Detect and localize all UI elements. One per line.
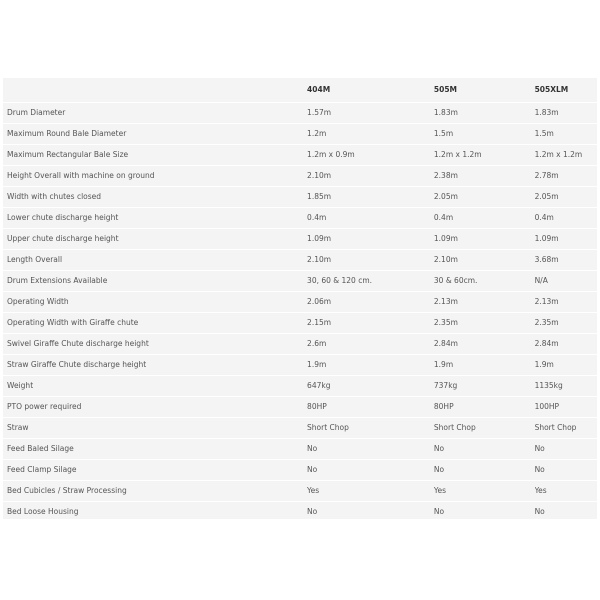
spec-value-505xlm: 1.2m x 1.2m: [535, 145, 597, 166]
table-row: [3, 208, 597, 229]
spec-value-505xlm: N/A: [535, 271, 597, 292]
spec-value-404m: 0.4m: [307, 208, 434, 229]
table-row: [3, 292, 597, 313]
spec-value-505xlm: No: [535, 439, 597, 460]
spec-value-404m: 1.9m: [307, 355, 434, 376]
spec-label: Straw: [3, 418, 307, 439]
table-header-row: [3, 78, 597, 103]
spec-value-505xlm: 2.35m: [535, 313, 597, 334]
table-row: [3, 397, 597, 418]
spec-value-505xlm: Short Chop: [535, 418, 597, 439]
spec-label: Drum Diameter: [3, 103, 307, 124]
spec-value-404m: No: [307, 460, 434, 481]
spec-value-404m: 2.06m: [307, 292, 434, 313]
spec-value-505m: 1.9m: [434, 355, 535, 376]
spec-value-505m: 2.05m: [434, 187, 535, 208]
table-row: [3, 145, 597, 166]
spec-value-505xlm: 1.83m: [535, 103, 597, 124]
table-row: [3, 439, 597, 460]
spec-value-505xlm: No: [535, 460, 597, 481]
spec-value-505m: 2.10m: [434, 250, 535, 271]
spec-label: Feed Clamp Silage: [3, 460, 307, 481]
spec-value-505m: 737kg: [434, 376, 535, 397]
spec-value-505m: 80HP: [434, 397, 535, 418]
spec-label: Upper chute discharge height: [3, 229, 307, 250]
spec-value-505m: 30 & 60cm.: [434, 271, 535, 292]
spec-label: Drum Extensions Available: [3, 271, 307, 292]
spec-value-505m: No: [434, 439, 535, 460]
spec-value-505xlm: 2.05m: [535, 187, 597, 208]
spec-value-505xlm: 3.68m: [535, 250, 597, 271]
spec-label: Lower chute discharge height: [3, 208, 307, 229]
spec-value-404m: 1.85m: [307, 187, 434, 208]
spec-value-404m: Yes: [307, 481, 434, 502]
spec-value-404m: 1.09m: [307, 229, 434, 250]
spec-value-505m: Short Chop: [434, 418, 535, 439]
spec-value-404m: No: [307, 439, 434, 460]
model-header-404m: 404M: [307, 78, 434, 103]
spec-value-505xlm: 1.9m: [535, 355, 597, 376]
table-row: [3, 166, 597, 187]
table-row: [3, 124, 597, 145]
spec-label: Height Overall with machine on ground: [3, 166, 307, 187]
table-row: [3, 334, 597, 355]
spec-value-404m: 2.10m: [307, 250, 434, 271]
spec-value-404m: No: [307, 502, 434, 523]
spec-value-505m: 1.09m: [434, 229, 535, 250]
spec-value-505m: No: [434, 460, 535, 481]
spec-value-505xlm: No: [535, 502, 597, 523]
spec-value-404m: 2.10m: [307, 166, 434, 187]
spec-table: [3, 78, 597, 523]
spec-value-404m: 30, 60 & 120 cm.: [307, 271, 434, 292]
spec-value-404m: 2.15m: [307, 313, 434, 334]
header-label-cell: [3, 78, 307, 103]
table-row: [3, 376, 597, 397]
table-row: [3, 103, 597, 124]
spec-value-505m: 0.4m: [434, 208, 535, 229]
spec-value-505m: 2.38m: [434, 166, 535, 187]
spec-value-505xlm: 1.5m: [535, 124, 597, 145]
spec-value-505xlm: 2.78m: [535, 166, 597, 187]
spec-value-505m: 1.2m x 1.2m: [434, 145, 535, 166]
spec-value-404m: 1.57m: [307, 103, 434, 124]
spec-value-505m: Yes: [434, 481, 535, 502]
spec-value-404m: 2.6m: [307, 334, 434, 355]
spec-value-404m: 80HP: [307, 397, 434, 418]
table-row: [3, 502, 597, 523]
spec-label: Feed Baled Silage: [3, 439, 307, 460]
spec-label: Operating Width: [3, 292, 307, 313]
spec-value-505xlm: Yes: [535, 481, 597, 502]
spec-value-404m: Short Chop: [307, 418, 434, 439]
spec-value-505xlm: 1135kg: [535, 376, 597, 397]
spec-label: Operating Width with Giraffe chute: [3, 313, 307, 334]
spec-value-505m: 2.35m: [434, 313, 535, 334]
spec-label: Straw Giraffe Chute discharge height: [3, 355, 307, 376]
spec-value-505m: No: [434, 502, 535, 523]
spec-value-404m: 1.2m x 0.9m: [307, 145, 434, 166]
table-row: [3, 187, 597, 208]
spec-label: Maximum Rectangular Bale Size: [3, 145, 307, 166]
spec-label: Bed Cubicles / Straw Processing: [3, 481, 307, 502]
table-row: [3, 229, 597, 250]
table-row: [3, 250, 597, 271]
model-header-505m: 505M: [434, 78, 535, 103]
spec-label: Swivel Giraffe Chute discharge height: [3, 334, 307, 355]
spec-panel: [3, 78, 597, 519]
spec-value-505xlm: 1.09m: [535, 229, 597, 250]
spec-value-505xlm: 2.84m: [535, 334, 597, 355]
spec-value-404m: 647kg: [307, 376, 434, 397]
spec-label: Length Overall: [3, 250, 307, 271]
spec-value-505xlm: 2.13m: [535, 292, 597, 313]
spec-value-505m: 1.5m: [434, 124, 535, 145]
spec-value-505m: 2.13m: [434, 292, 535, 313]
spec-value-505xlm: 100HP: [535, 397, 597, 418]
spec-label: PTO power required: [3, 397, 307, 418]
model-header-505xlm: 505XLM: [535, 78, 597, 103]
spec-label: Bed Loose Housing: [3, 502, 307, 523]
spec-value-505m: 2.84m: [434, 334, 535, 355]
spec-value-404m: 1.2m: [307, 124, 434, 145]
spec-label: Maximum Round Bale Diameter: [3, 124, 307, 145]
spec-value-505xlm: 0.4m: [535, 208, 597, 229]
table-row: [3, 271, 597, 292]
table-row: [3, 481, 597, 502]
table-row: [3, 355, 597, 376]
table-row: [3, 313, 597, 334]
table-row: [3, 460, 597, 481]
table-row: [3, 418, 597, 439]
spec-value-505m: 1.83m: [434, 103, 535, 124]
spec-label: Width with chutes closed: [3, 187, 307, 208]
spec-label: Weight: [3, 376, 307, 397]
